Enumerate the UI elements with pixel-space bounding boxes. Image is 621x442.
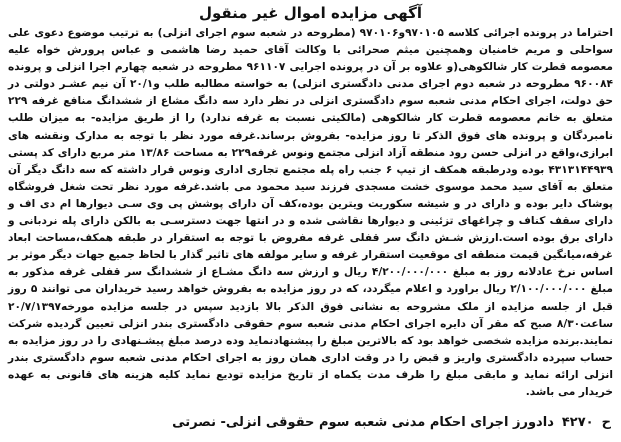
footer-mark: ح (601, 415, 611, 430)
footer-signature: دادورز اجرای احکام مدنی شعبه سوم حقوقی انزلی- نصرتی (172, 415, 554, 430)
notice-body: احتراما در پرونده اجرائی کلاسه ۹۷۰۱۰۵و۹۷۰۱۰۶ (مطروحه در شعبه سوم اجرای انزلی) به ترتیب موضوع دعوی علی سواحلی و مریم خامنیان وهمچنین میثم صحرائی با وکالت آقای حمید رضا هاشمی و عباس پرورش خواه علیه معصومه قطرت کار شالکوهی(و علاوه بر آن در پرونده اجرایی ۹۶۱۱۰۷ مطروحه در شعبه چهارم اجرا انزلی و پرونده ۹۶۰۰۸۴ مطروحه در شعبه دوم اجرای مدنی دادگستری انزلی) به خواسته مطالبه طلب و۲۰/۱ آن نیم عشـر دولتی در حق دولت، اجرای احکام مدنی شعبه سوم دادگستری انزلی در نظر دارد سه دانگ مشاع از ششدانگ منافع غرفه ۲۲۹ متعلق به خانم معصومه قطرت کار شالکوهی (مالکیتی نسبت به غرفه ندارد) را از طریق مزایده- به میزان طلب نامبردگان و پرونده های فوق الذکر تا روز مزایده- بفروش برساند.غرفه مورد نظر با توجه به مدارک ونقشه های ابرازی،واقع در انزلی حسن رود منطقه آزاد انزلی مجتمع ونوس غرفه۲۲۹ به مساحت ۱۳/۸۶ متر مربع دارای کد پستی ۴۳۱۳۱۴۴۹۳۹ بوده ودرطبقه همکف از تیپ ۶ جنب راه پله مجتمع تجاری اداری ونوس قرار داشته که سه دانگ دیگر آن متعلق به آقای سید محمد موسوی خشت مسجدی فرزند سید محمود می باشد.غرفه مورد نظر تحت شغل فروشگاه پوشاک دایر بوده و دارای در و شیشه سکوریت ویترین بوده،کف آن دارای پوشش پی وی سـی دیوارها ام دی اف و دارای سقف کناف و چراغهای تزئینی و دیوارها نقاشی شده و در انتها جهت دسترسـی به بالکن دارای پله نردبانی و دارای برق بوده است.ارزش شـش دانگ سر قفلی غرفه مفروض با توجه به استقرار در طبقه همکف،مساحت ابعاد غرفه،میانگین قیمت منطقه ای موقعیت استقرار غرفه و سایر مولفه های تاثیر گذار با لحاظ جمیع جهات دیگر موثر بر اساس نرخ عادلانه روز به مبلغ ۴/۲۰۰/۰۰۰/۰۰۰ ریال و ارزش سه دانگ مشـاع از ششدانگ سر قفلی غرفه مذکور به مبلغ ۲/۱۰۰/۰۰۰/۰۰۰ ریال براورد و اعلام میگردد، که در روز مزایده به بفروش خواهد رسید خریداران می توانند ۵ روز قبل از جلسه مزایده از ملک مشروحه به نشانی فوق الذکر بالا بازدید سپس در جلسه مزایده مورخه۲۰/۷/۱۳۹۷ ساعت۸/۳۰ صبح که مقر آن دایره اجرای احکام مدنی شعبه سوم حقوقی دادگستری بندر انزلی تعیین گردیده شرکت نمایند.برنده مزایده شخصی خواهد بود که بالاترین مبلغ را پیشنهادنماید وده درصد مبلغ پیشـنهادی را در روز مزایده به حساب سپرده دادگستری واریز و قبض را در وقت اداری همان روز به اجرای احکام مدنی شعبه سوم دادگستری بندر انزلی ارائه نماید و مابقی مبلغ را ظرف مدت یکماه از تاریخ مزایده تودیع نماید کلیه هزینه های قانونی به عهده خریدار می باشد. (8, 27, 614, 398)
notice-footer (172, 414, 611, 432)
notice-title: آگهی مزایده اموال غیر منقول (198, 4, 423, 22)
footer-number: ۴۲۷۰ (561, 415, 594, 430)
